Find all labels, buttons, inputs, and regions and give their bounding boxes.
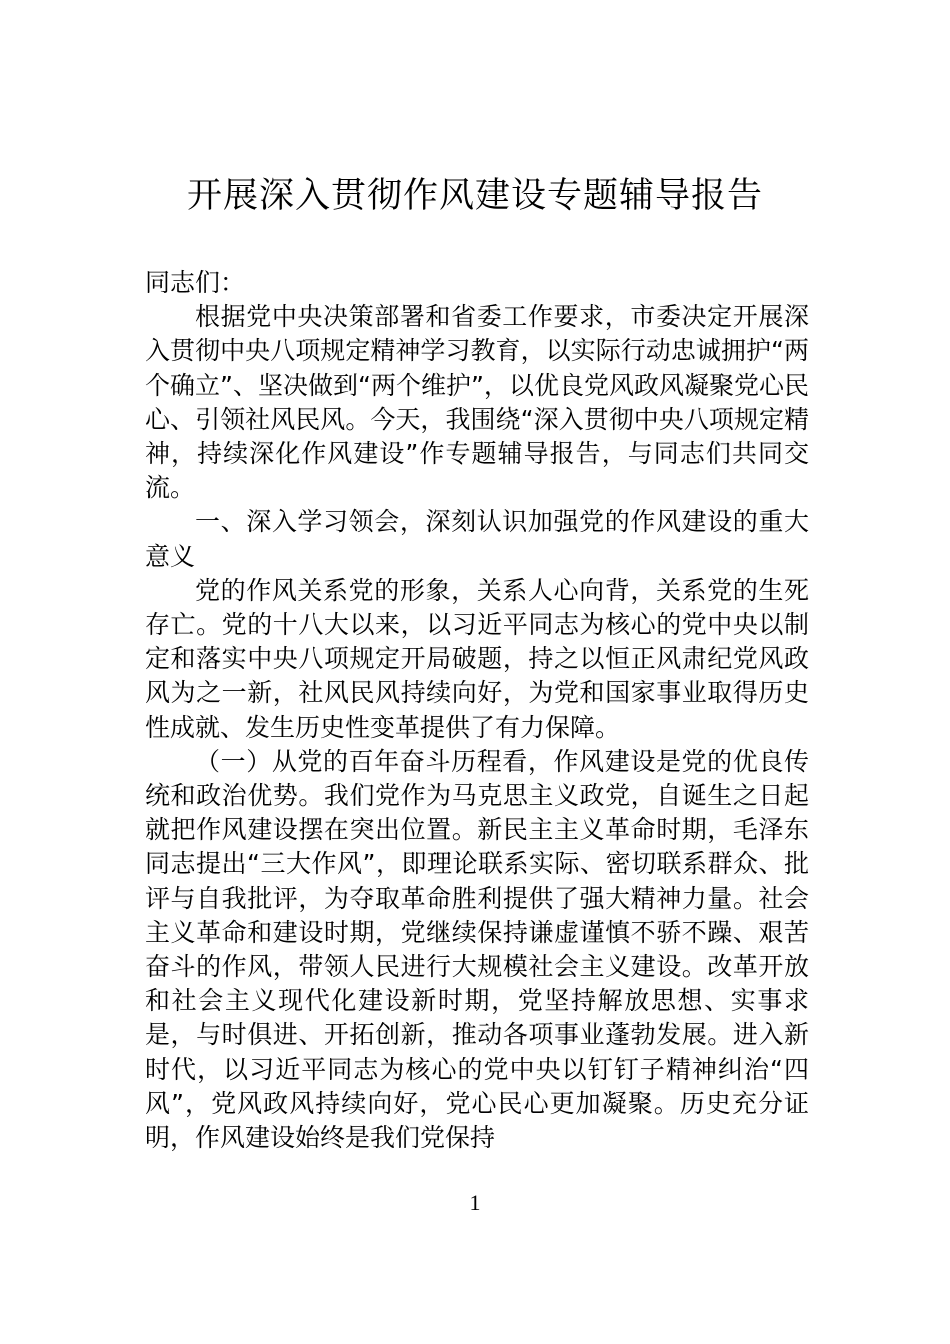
document-body	[145, 266, 809, 1155]
page-number: 1	[469, 1190, 481, 1215]
paragraph-intro: 根据党中央决策部署和省委工作要求，市委决定开展深入贯彻中央八项规定精神学习教育，以实际行动忠诚拥护“两个确立”、坚决做到“两个维护”，以优良党风政风凝聚党心民心、引领社风民风。今天，我围绕“深入贯彻中央八项规定精神，持续深化作风建设”作专题辅导报告，与同志们共同交流。	[145, 302, 809, 503]
paragraph-section-1: 党的作风关系党的形象，关系人心向背，关系党的生死存亡。党的十八大以来，以习近平同志为核心的党中央以制定和落实中央八项规定开局破题，持之以恒正风肃纪党风政风为之一新，社风民风持续向好，为党和国家事业取得历史性成就、发生历史性变革提供了有力保障。	[145, 575, 809, 742]
document-title: 开展深入贯彻作风建设专题辅导报告	[186, 176, 763, 216]
section-heading-1: 一、深入学习领会，深刻认识加强党的作风建设的重大意义	[145, 507, 809, 571]
paragraph-subsection-1: （一）从党的百年奋斗历程看，作风建设是党的优良传统和政治优势。我们党作为马克思主义政党，自诞生之日起就把作风建设摆在突出位置。新民主主义革命时期，毛泽东同志提出“三大作风”，即理论联系实际、密切联系群众、批评与自我批评，为夺取革命胜利提供了强大精神力量。社会主义革命和建设时期，党继续保持谦虚谨慎不骄不躁、艰苦奋斗的作风，带领人民进行大规模社会主义建设。改革开放和社会主义现代化建设新时期，党坚持解放思想、实事求是，与时俱进、开拓创新，推动各项事业蓬勃发展。进入新时代，以习近平同志为核心的党中央以钉钉子精神纠治“四风”，党风政风持续向好，党心民心更加凝聚。历史充分证明，作风建设始终是我们党保持	[145, 746, 809, 1153]
salutation: 同志们：	[145, 268, 246, 297]
